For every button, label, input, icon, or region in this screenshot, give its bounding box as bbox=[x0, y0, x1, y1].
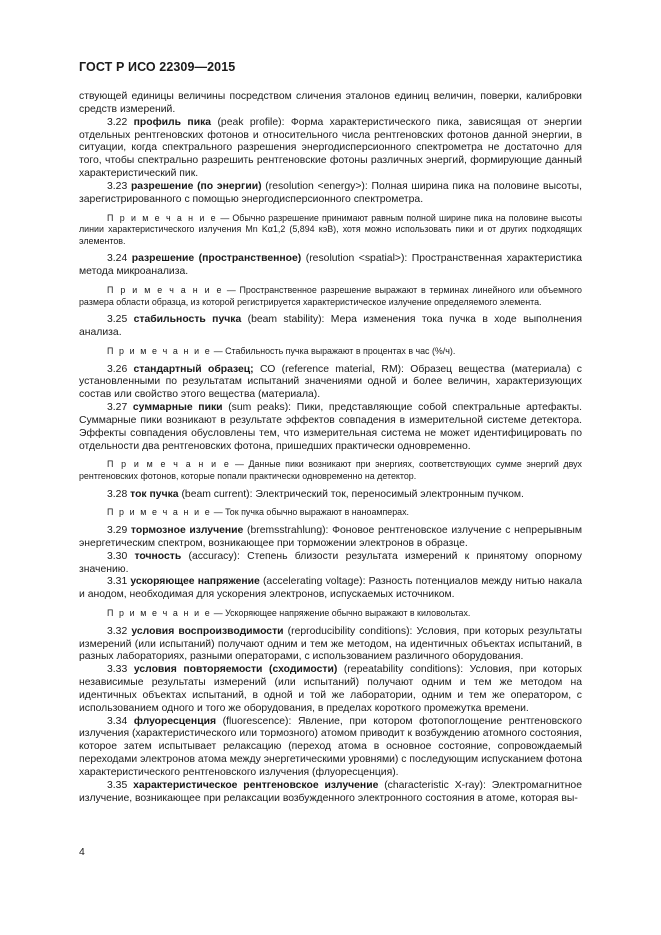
term-name: условия повторяемости (сходимости) bbox=[133, 664, 338, 676]
term-definition bbox=[79, 402, 582, 453]
body-paragraph: ствующей единицы величины посредством сличения эталонов единиц величин, поверки, калибровки средств измерений. bbox=[79, 91, 582, 115]
term-name: суммарные пики bbox=[132, 402, 223, 414]
term-text: (beam stability): Мера изменения тока пучка в ходе выполнения анализа. bbox=[79, 314, 582, 339]
term-text: (reproducibility conditions): Условия, при которых результаты измерений (или испытаний) получают одним и тем же методом, на идентичных объектах испытаний, в разных лабораториях, разными операторами, с использованием различного оборудования. bbox=[79, 625, 582, 663]
term-name: профиль пика bbox=[133, 116, 212, 128]
term-number: 3.31 bbox=[107, 576, 131, 588]
note-text: — Обычно разрешение принимают равным полной ширине пика на половине высоты линии характеристического излучения Mn Kα1,2 (5,894 кэВ), хотя можно использовать пики и от других подходящих элементов. bbox=[79, 212, 582, 246]
term-definition bbox=[79, 314, 582, 340]
note-text: — Данные пики возникают при энергиях, соответствующих сумме энергий двух рентгеновских фотонов, которые попали практически одновременно на детектор. bbox=[79, 459, 582, 482]
note-paragraph bbox=[79, 608, 582, 620]
term-text: (beam current): Электрический ток, переносимый электронным пучком. bbox=[178, 488, 524, 500]
term-number: 3.28 bbox=[107, 488, 131, 500]
term-definition bbox=[79, 626, 582, 665]
note-paragraph bbox=[79, 346, 582, 358]
note-label: П р и м е ч а н и е bbox=[107, 285, 224, 296]
term-name: разрешение (пространственное) bbox=[131, 253, 302, 265]
note-paragraph bbox=[79, 459, 582, 482]
term-text: (repeatability conditions): Условия, при которых независимые результаты измерений (или испытаний) получают одним и тем же методом на идентичных объектах испытаний, в одной и той же лаборатории, одним и тем же оператором, с использованием одного и того же оборудования, в пределах короткого промежутка времени. bbox=[79, 664, 582, 714]
term-definition bbox=[79, 253, 582, 279]
term-text: (accuracy): Степень близости результата измерений к принятому опорному значению. bbox=[79, 550, 582, 575]
note-label: П р и м е ч а н и е bbox=[107, 507, 212, 518]
term-number: 3.30 bbox=[107, 550, 135, 562]
term-definition bbox=[79, 576, 582, 602]
term-name: стандартный образец; bbox=[133, 363, 254, 375]
document-body bbox=[79, 91, 582, 806]
term-name: стабильность пучка bbox=[133, 314, 242, 326]
term-definition bbox=[79, 716, 582, 780]
page-number: 4 bbox=[79, 847, 85, 858]
term-number: 3.22 bbox=[107, 116, 134, 128]
term-definition bbox=[79, 780, 582, 806]
note-label: П р и м е ч а н и е bbox=[107, 459, 231, 470]
note-text: — Пространственное разрешение выражают в терминах линейного или объемного размера области образца, из которой регистрируется характеристическое излучение определяемого элемента. bbox=[79, 285, 582, 307]
note-label: П р и м е ч а н и е bbox=[107, 345, 212, 356]
note-paragraph bbox=[79, 507, 582, 519]
term-number: 3.23 bbox=[107, 180, 131, 192]
term-name: флуоресценция bbox=[133, 715, 217, 727]
note-paragraph bbox=[79, 213, 582, 248]
term-number: 3.25 bbox=[107, 314, 134, 326]
term-name: характеристическое рентгеновское излучение bbox=[133, 779, 379, 791]
term-text: (resolution <spatial>): Пространственная характеристика метода микроанализа. bbox=[79, 253, 582, 278]
term-name: условия воспроизводимости bbox=[131, 625, 284, 637]
note-text: — Ускоряющее напряжение обычно выражают в киловольтах. bbox=[211, 608, 471, 619]
term-text: (peak profile): Форма характеристического пика, зависящая от энергии отдельных рентгеновских фотонов и относительного числа рентгеновских фотонов данной энергии, в ситуации, когда спектрального разрешения энергодисперсионного спектрометра не достаточно для того, чтобы спектрально разрешить рентгеновские фотоны различных энергий, формирующие данный характеристический пик. bbox=[79, 116, 582, 180]
term-name: тормозное излучение bbox=[130, 525, 244, 537]
term-name: точность bbox=[134, 550, 182, 562]
term-definition bbox=[79, 364, 582, 403]
term-text: СО (reference material, RM): Образец вещества (материала) с установленными по результатам испытаний значениями одной и более величин, характеризующих состав или свойство этого вещества (материала). bbox=[79, 363, 582, 401]
term-text: (bremsstrahlung): Фоновое рентгеновское излучение с непрерывным энергетическим спектром, возникающее при торможении электронов в образце. bbox=[79, 525, 582, 549]
term-number: 3.35 bbox=[107, 779, 134, 791]
note-label: П р и м е ч а н и е bbox=[107, 212, 218, 223]
note-text: — Стабильность пучка выражают в процентах в час (%/ч). bbox=[211, 345, 456, 356]
term-number: 3.33 bbox=[107, 664, 134, 676]
note-paragraph bbox=[79, 285, 582, 308]
term-definition bbox=[79, 525, 582, 551]
term-text: (accelerating voltage): Разность потенциалов между нитью накала и анодом, необходимая для ускорения электронов, испускаемых источником. bbox=[79, 576, 582, 601]
term-definition bbox=[79, 489, 582, 502]
term-definition bbox=[79, 551, 582, 577]
term-text: (sum peaks): Пики, представляющие собой спектральные артефакты. Суммарные пики возникают в результате эффектов совпадения в измерительной системе детектора. Эффекты совпадения обусловлены тем, что измерительная система не может идентифицировать по отдельности два рентгеновских фотона, пришедших практически одновременно. bbox=[79, 402, 582, 452]
term-number: 3.29 bbox=[107, 525, 131, 537]
term-definition bbox=[79, 181, 582, 207]
term-number: 3.27 bbox=[107, 402, 133, 414]
term-number: 3.24 bbox=[107, 253, 132, 265]
term-name: разрешение (по энергии) bbox=[130, 180, 262, 192]
term-text: (characteristic X-ray): Электромагнитное излучение, возникающее при релаксации возбужденного электронного состояния в атоме, которая вы- bbox=[79, 779, 582, 804]
term-name: ускоряющее напряжение bbox=[130, 576, 260, 588]
term-number: 3.34 bbox=[107, 715, 134, 727]
term-number: 3.32 bbox=[107, 625, 132, 637]
term-name: ток пучка bbox=[130, 488, 179, 500]
term-text: (fluorescence): Явление, при котором фотопоглощение рентгеновского излучения (характеристического или тормозного) атомом приводит к возбуждению атомного состояния, которое затем испытывает релаксацию (переход атома в основное состояние, сопровождаемый переходами электронов атома между энергетическими уровнями) с последующим испусканием фотона характеристического рентгеновского излучения (флуоресценция). bbox=[79, 715, 582, 778]
term-definition bbox=[79, 664, 582, 715]
term-text: (resolution <energy>): Полная ширина пика на половине высоты, зарегистрированного с помощью энергодисперсионного спектрометра. bbox=[79, 180, 582, 205]
document-header: ГОСТ Р ИСО 22309—2015 bbox=[79, 60, 236, 74]
note-text: — Ток пучка обычно выражают в наноамперах. bbox=[211, 507, 409, 518]
note-label: П р и м е ч а н и е bbox=[107, 608, 212, 619]
term-definition bbox=[79, 117, 582, 181]
term-number: 3.26 bbox=[107, 363, 134, 375]
